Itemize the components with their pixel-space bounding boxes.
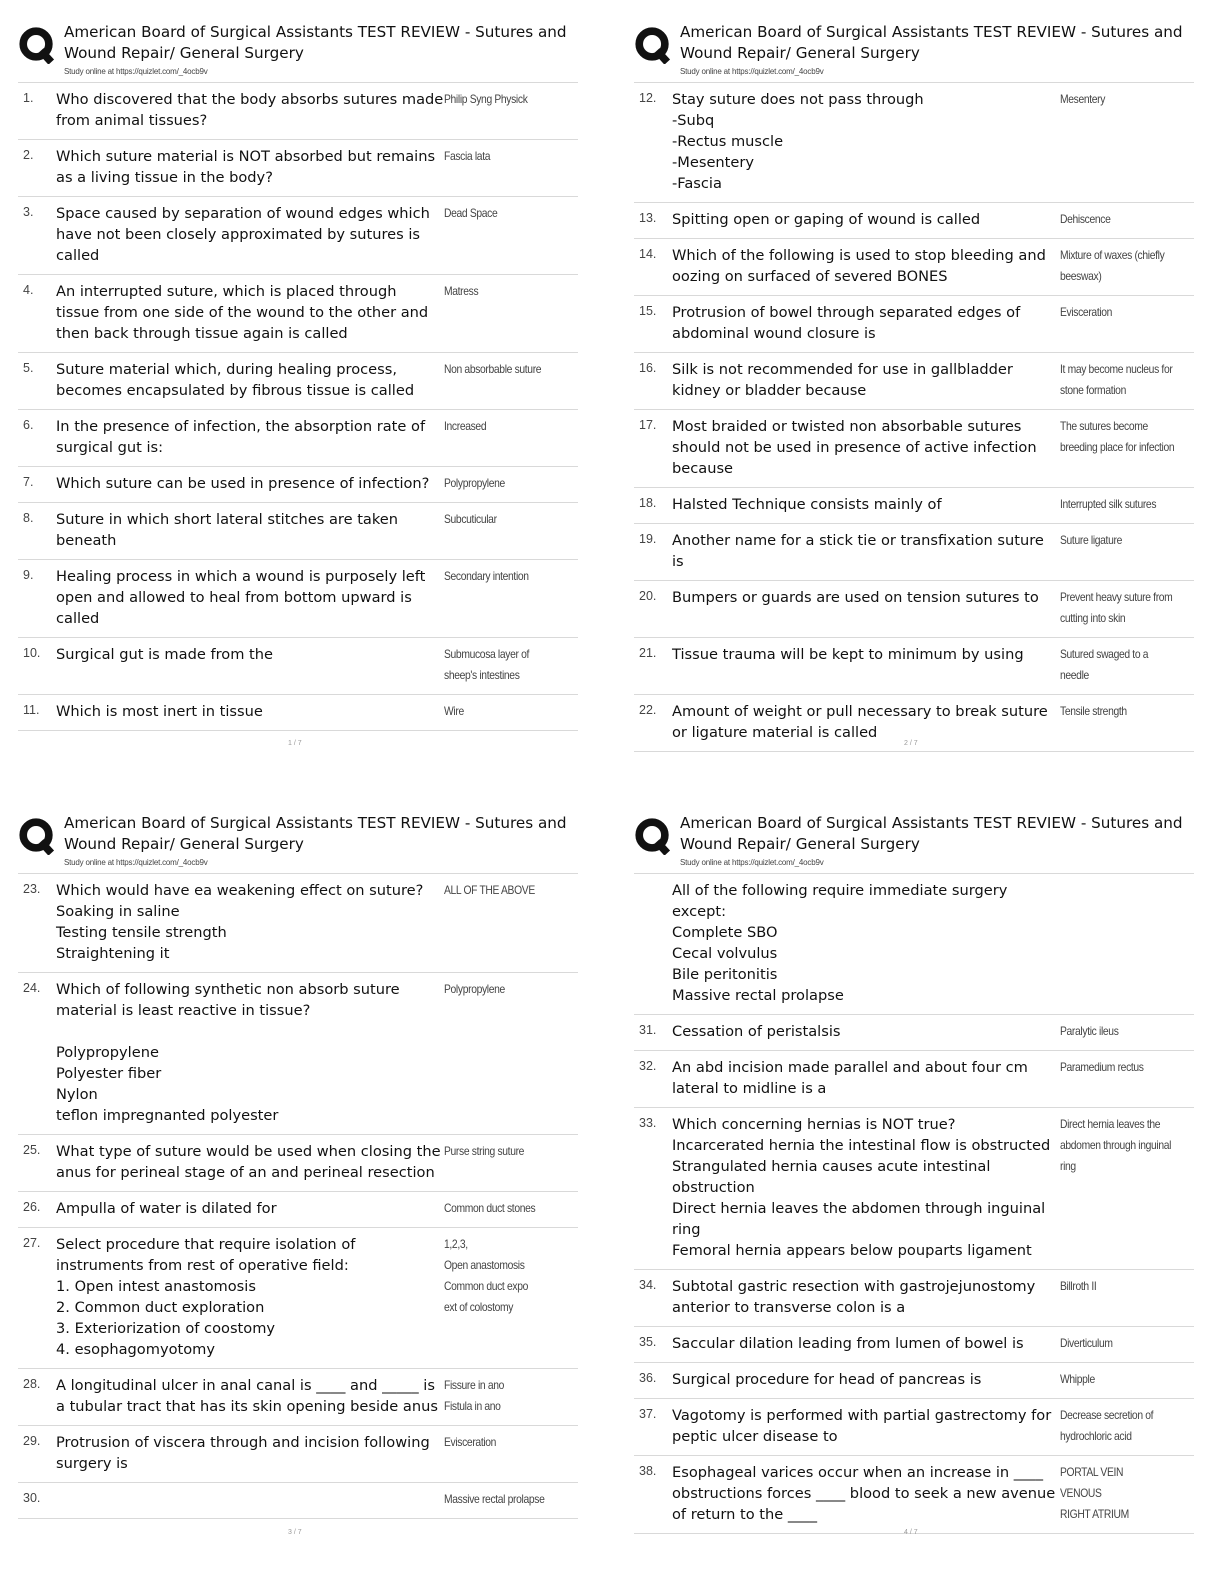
flashcard-row bbox=[18, 196, 578, 274]
card-question: Stay suture does not pass through -Subq -Rectus muscle -Mesentery -Fascia bbox=[672, 91, 924, 192]
card-answer: Direct hernia leaves the abdomen through inguinal ring bbox=[1060, 1117, 1172, 1173]
card-number: 36. bbox=[639, 1371, 657, 1385]
card-question: Most braided or twisted non absorbable sutures should not be used in presence of active infection because bbox=[672, 418, 1037, 477]
page-number: 1 / 7 bbox=[288, 740, 302, 747]
card-answer: Evisceration bbox=[444, 1435, 497, 1449]
flashcard-row bbox=[18, 139, 578, 196]
card-answer: Subcuticular bbox=[444, 512, 497, 526]
card-number: 16. bbox=[639, 361, 657, 375]
flashcard-row bbox=[634, 82, 1194, 202]
study-online-link[interactable]: Study online at https://quizlet.com/_4ocb9v bbox=[64, 67, 208, 76]
card-answer: Paralytic ileus bbox=[1060, 1024, 1119, 1038]
card-number: 25. bbox=[23, 1143, 41, 1157]
card-answer: Evisceration bbox=[1060, 305, 1113, 319]
card-answer: Philip Syng Physick bbox=[444, 92, 528, 106]
card-answer: Sutured swaged to a needle bbox=[1060, 647, 1149, 682]
card-number: 28. bbox=[23, 1377, 41, 1391]
flashcard-list bbox=[634, 82, 1194, 752]
flashcard-row bbox=[634, 1269, 1194, 1326]
card-answer: It may become nucleus for stone formation bbox=[1060, 362, 1173, 397]
flashcard-row bbox=[634, 873, 1194, 1014]
study-online-link[interactable]: Study online at https://quizlet.com/_4ocb9v bbox=[64, 858, 208, 867]
card-number: 21. bbox=[639, 646, 657, 660]
card-number: 37. bbox=[639, 1407, 657, 1421]
card-question: All of the following require immediate surgery except: Complete SBO Cecal volvulus Bile peritonitis Massive rectal prolapse bbox=[672, 882, 1008, 1004]
card-number: 22. bbox=[639, 703, 657, 717]
card-question: Bumpers or guards are used on tension sutures to bbox=[672, 589, 1039, 606]
card-number: 32. bbox=[639, 1059, 657, 1073]
card-answer: Mixture of waxes (chiefly beeswax) bbox=[1060, 248, 1165, 283]
card-answer: Secondary intention bbox=[444, 569, 529, 583]
card-answer: Purse string suture bbox=[444, 1144, 525, 1158]
card-number: 8. bbox=[23, 511, 34, 525]
flashcard-row bbox=[18, 637, 578, 694]
page-number: 3 / 7 bbox=[288, 1529, 302, 1536]
card-number: 18. bbox=[639, 496, 657, 510]
card-number: 31. bbox=[639, 1023, 657, 1037]
card-question: Protrusion of viscera through and incision following surgery is bbox=[56, 1434, 430, 1472]
card-number: 14. bbox=[639, 247, 657, 261]
card-question: Which of following synthetic non absorb suture material is least reactive in tissue? Polypropylene Polyester fiber Nylon teflon impregnanted polyester bbox=[56, 981, 400, 1124]
card-number: 11. bbox=[23, 703, 40, 717]
card-answer: Diverticulum bbox=[1060, 1336, 1113, 1350]
card-number: 6. bbox=[23, 418, 34, 432]
flashcard-list bbox=[634, 873, 1194, 1534]
page-1 bbox=[18, 22, 608, 747]
flashcard-row bbox=[634, 1398, 1194, 1455]
card-question: A longitudinal ulcer in anal canal is ____ and _____ is a tubular tract that has its skin opening beside anus bbox=[56, 1377, 438, 1415]
card-number: 35. bbox=[639, 1335, 657, 1349]
study-online-link[interactable]: Study online at https://quizlet.com/_4ocb9v bbox=[680, 858, 824, 867]
card-number: 17. bbox=[639, 418, 657, 432]
header-title: American Board of Surgical Assistants TEST REVIEW - Sutures and Wound Repair/ General Surgery bbox=[680, 23, 1183, 62]
flashcard-row bbox=[634, 409, 1194, 487]
card-number: 5. bbox=[23, 361, 34, 375]
flashcard-row bbox=[634, 523, 1194, 580]
flashcard-row bbox=[634, 580, 1194, 637]
card-question: Space caused by separation of wound edges which have not been closely approximated by sutures is called bbox=[56, 205, 430, 264]
card-answer: 1,2,3, Open anastomosis Common duct expo ext of colostomy bbox=[444, 1237, 528, 1314]
card-answer: Prevent heavy suture from cutting into skin bbox=[1060, 590, 1173, 625]
card-answer: PORTAL VEIN VENOUS RIGHT ATRIUM bbox=[1060, 1465, 1129, 1521]
card-question: Tissue trauma will be kept to minimum by using bbox=[672, 646, 1024, 663]
quizlet-logo-icon bbox=[18, 26, 56, 64]
card-question: Which concerning hernias is NOT true? Incarcerated hernia the intestinal flow is obstructed Strangulated hernia causes acute intestinal obstruction Direct hernia leaves the abdomen through inguinal ring Femoral hernia appears below pouparts ligament bbox=[672, 1116, 1051, 1259]
card-question: Healing process in which a wound is purposely left open and allowed to heal from bottom upward is called bbox=[56, 568, 426, 627]
card-question: Spitting open or gaping of wound is called bbox=[672, 211, 981, 228]
card-number: 3. bbox=[23, 205, 34, 219]
card-number: 29. bbox=[23, 1434, 41, 1448]
card-answer: Interrupted silk sutures bbox=[1060, 497, 1157, 511]
card-question: Surgical procedure for head of pancreas is bbox=[672, 1371, 982, 1388]
page-number: 2 / 7 bbox=[904, 740, 918, 747]
quizlet-logo-icon bbox=[634, 26, 672, 64]
card-number: 33. bbox=[639, 1116, 657, 1130]
card-number: 30. bbox=[23, 1491, 41, 1505]
card-answer: Submucosa layer of sheep's intestines bbox=[444, 647, 530, 682]
card-number: 38. bbox=[639, 1464, 657, 1478]
flashcard-row bbox=[18, 1425, 578, 1482]
card-question: Select procedure that require isolation of instruments from rest of operative field: 1. Open intest anastomosis 2. Common duct exploration 3. Exteriorization of coostomy 4. esophagomyotomy bbox=[56, 1236, 356, 1358]
card-answer: The sutures become breeding place for infection bbox=[1060, 419, 1175, 454]
card-question: Silk is not recommended for use in gallbladder kidney or bladder because bbox=[672, 361, 1013, 399]
card-number: 12. bbox=[639, 91, 657, 105]
flashcard-row bbox=[634, 238, 1194, 295]
flashcard-row bbox=[18, 502, 578, 559]
flashcard-row bbox=[634, 1455, 1194, 1534]
flashcard-row bbox=[634, 1014, 1194, 1050]
card-question: Halsted Technique consists mainly of bbox=[672, 496, 942, 513]
card-answer: Dehiscence bbox=[1060, 212, 1111, 226]
flashcard-row bbox=[18, 466, 578, 502]
card-number: 26. bbox=[23, 1200, 41, 1214]
card-question bbox=[56, 1489, 444, 1510]
card-answer: Billroth II bbox=[1060, 1279, 1097, 1293]
card-answer: Matress bbox=[444, 284, 479, 298]
card-answer: Mesentery bbox=[1060, 92, 1106, 106]
card-question: Which is most inert in tissue bbox=[56, 703, 263, 720]
card-number bbox=[634, 880, 672, 1006]
flashcard-row bbox=[18, 1191, 578, 1227]
flashcard-row bbox=[634, 1050, 1194, 1107]
card-number: 19. bbox=[639, 532, 657, 546]
card-number: 2. bbox=[23, 148, 34, 162]
card-question: Ampulla of water is dilated for bbox=[56, 1200, 277, 1217]
page-4 bbox=[634, 813, 1224, 1536]
card-answer: Common duct stones bbox=[444, 1201, 536, 1215]
flashcard-row bbox=[18, 1368, 578, 1425]
card-number: 10. bbox=[23, 646, 41, 660]
card-question: Suture material which, during healing process, becomes encapsulated by fibrous tissue is called bbox=[56, 361, 415, 399]
flashcard-row bbox=[634, 1326, 1194, 1362]
card-question: Protrusion of bowel through separated edges of abdominal wound closure is bbox=[672, 304, 1021, 342]
quizlet-logo-icon bbox=[18, 817, 56, 855]
flashcard-row bbox=[18, 1227, 578, 1368]
card-number: 23. bbox=[23, 882, 41, 896]
flashcard-row bbox=[634, 202, 1194, 238]
card-question: Amount of weight or pull necessary to break suture or ligature material is called bbox=[672, 703, 1048, 741]
page-2 bbox=[634, 22, 1224, 747]
card-number: 4. bbox=[23, 283, 34, 297]
card-question: Subtotal gastric resection with gastrojejunostomy anterior to transverse colon is a bbox=[672, 1278, 1036, 1316]
card-number: 27. bbox=[23, 1236, 41, 1250]
card-question: Another name for a stick tie or transfixation suture is bbox=[672, 532, 1044, 570]
card-number: 24. bbox=[23, 981, 41, 995]
card-number: 34. bbox=[639, 1278, 657, 1292]
study-online-link[interactable]: Study online at https://quizlet.com/_4ocb9v bbox=[680, 67, 824, 76]
flashcard-row bbox=[634, 352, 1194, 409]
card-number: 20. bbox=[639, 589, 657, 603]
flashcard-row bbox=[18, 352, 578, 409]
card-question: Which suture material is NOT absorbed but remains as a living tissue in the body? bbox=[56, 148, 436, 186]
card-question: Saccular dilation leading from lumen of bowel is bbox=[672, 1335, 1024, 1352]
flashcard-list bbox=[18, 873, 578, 1519]
card-number: 9. bbox=[23, 568, 34, 582]
card-answer: Polypropylene bbox=[444, 982, 505, 996]
header-title: American Board of Surgical Assistants TEST REVIEW - Sutures and Wound Repair/ General Surgery bbox=[64, 23, 567, 62]
flashcard-row bbox=[18, 972, 578, 1134]
flashcard-list bbox=[18, 82, 578, 731]
card-question: In the presence of infection, the absorption rate of surgical gut is: bbox=[56, 418, 426, 456]
card-answer: Dead Space bbox=[444, 206, 498, 220]
card-question: Vagotomy is performed with partial gastrectomy for peptic ulcer disease to bbox=[672, 1407, 1052, 1445]
flashcard-row bbox=[18, 409, 578, 466]
card-answer: Wire bbox=[444, 704, 464, 718]
card-question: Surgical gut is made from the bbox=[56, 646, 273, 663]
card-answer: Fissure in ano Fistula in ano bbox=[444, 1378, 505, 1413]
card-question: Who discovered that the body absorbs sutures made from animal tissues? bbox=[56, 91, 444, 129]
quizlet-logo-icon bbox=[634, 817, 672, 855]
card-answer: Whipple bbox=[1060, 1372, 1095, 1386]
card-question: What type of suture would be used when closing the anus for perineal stage of an and perineal resection bbox=[56, 1143, 441, 1181]
flashcard-row bbox=[634, 1107, 1194, 1269]
card-number: 13. bbox=[639, 211, 657, 225]
card-question: Cessation of peristalsis bbox=[672, 1023, 841, 1040]
flashcard-row bbox=[634, 1362, 1194, 1398]
flashcard-row bbox=[18, 1134, 578, 1191]
flashcard-row bbox=[18, 559, 578, 637]
card-answer: Fascia lata bbox=[444, 149, 491, 163]
card-answer: Tensile strength bbox=[1060, 704, 1127, 718]
card-answer: Polypropylene bbox=[444, 476, 505, 490]
card-question: An abd incision made parallel and about four cm lateral to midline is a bbox=[672, 1059, 1028, 1097]
card-answer bbox=[1060, 880, 1175, 1006]
card-number: 7. bbox=[23, 475, 34, 489]
page-3 bbox=[18, 813, 608, 1536]
card-answer: Massive rectal prolapse bbox=[444, 1492, 545, 1506]
header-title: American Board of Surgical Assistants TEST REVIEW - Sutures and Wound Repair/ General Surgery bbox=[680, 814, 1183, 853]
card-question: Which would have ea weakening effect on suture? Soaking in saline Testing tensile strength Straightening it bbox=[56, 882, 424, 962]
card-answer: Paramedium rectus bbox=[1060, 1060, 1144, 1074]
card-answer: Suture ligature bbox=[1060, 533, 1122, 547]
card-question: Which of the following is used to stop bleeding and oozing on surfaced of severed BONES bbox=[672, 247, 1046, 285]
flashcard-row bbox=[18, 694, 578, 731]
header-title: American Board of Surgical Assistants TEST REVIEW - Sutures and Wound Repair/ General Surgery bbox=[64, 814, 567, 853]
card-answer: Decrease secretion of hydrochloric acid bbox=[1060, 1408, 1154, 1443]
card-number: 1. bbox=[23, 91, 34, 105]
card-answer: Non absorbable suture bbox=[444, 362, 542, 376]
card-question: Suture in which short lateral stitches are taken beneath bbox=[56, 511, 399, 549]
card-question: An interrupted suture, which is placed through tissue from one side of the wound to the other and then back through tissue again is called bbox=[56, 283, 429, 342]
flashcard-row bbox=[18, 274, 578, 352]
card-question: Esophageal varices occur when an increase in ____ obstructions forces ____ blood to seek a new avenue of return to the ____ bbox=[672, 1464, 1056, 1523]
card-number: 15. bbox=[639, 304, 657, 318]
flashcard-row bbox=[634, 637, 1194, 694]
flashcard-row bbox=[634, 487, 1194, 523]
flashcard-row bbox=[18, 1482, 578, 1519]
flashcard-row bbox=[18, 82, 578, 139]
page-number: 4 / 7 bbox=[904, 1529, 918, 1536]
flashcard-row bbox=[634, 295, 1194, 352]
flashcard-row bbox=[18, 873, 578, 972]
card-question: Which suture can be used in presence of infection? bbox=[56, 475, 430, 492]
card-answer: ALL OF THE ABOVE bbox=[444, 883, 535, 897]
card-answer: Increased bbox=[444, 419, 487, 433]
